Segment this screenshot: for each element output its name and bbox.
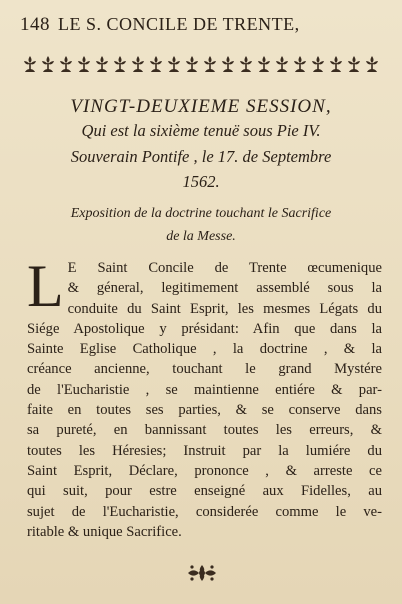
fleur-ornament-icon bbox=[346, 55, 362, 73]
fleur-ornament-icon bbox=[256, 55, 272, 73]
body-line: de l'Eucharistie , se maintienne entiére & par- bbox=[27, 381, 382, 398]
body-line: conduite du Saint Esprit, les mesmes Légats du bbox=[67, 300, 382, 317]
session-subtitle-line-1: Qui est la sixième tenuë sous Pie IV. bbox=[81, 121, 321, 140]
body-line: sujet de l'Eucharistie, considerée comme le ve- bbox=[27, 503, 382, 520]
session-title: VINGT-DEUXIEME SESSION, bbox=[70, 96, 332, 117]
fleur-ornament-icon bbox=[130, 55, 146, 73]
fleur-ornament-icon bbox=[310, 55, 326, 73]
body-paragraph bbox=[27, 253, 382, 542]
ornament-band bbox=[22, 54, 380, 74]
fleur-ornament-icon bbox=[40, 55, 56, 73]
fleur-ornament-icon bbox=[328, 55, 344, 73]
fleur-ornament-icon bbox=[166, 55, 182, 73]
fleur-ornament-icon bbox=[274, 55, 290, 73]
fleur-ornament-icon bbox=[58, 55, 74, 73]
body-line: Saint Esprit, Déclare, prononce , & arreste ce bbox=[27, 462, 382, 479]
running-title: LE S. CONCILE DE TRENTE, bbox=[58, 14, 300, 34]
session-subtitle-line-2: Souverain Pontife , le 17. de Septembre bbox=[70, 147, 332, 166]
body-line: faite en toutes ses parties, & se conserve dans bbox=[27, 402, 382, 419]
body-line: créance ancienne, touchant le grand Mystére bbox=[27, 361, 382, 378]
fleur-ornament-icon bbox=[94, 55, 110, 73]
fleur-ornament-icon bbox=[184, 55, 200, 73]
page-number: 148 bbox=[20, 14, 50, 35]
body-line: sa pureté, en bannissant toutes les erreurs, & bbox=[27, 422, 382, 439]
floral-tailpiece-icon bbox=[184, 563, 220, 583]
body-line: Sainte Eglise Catholique , la doctrine , & la bbox=[27, 341, 382, 358]
body-line: E Saint Concile de Trente œcumenique bbox=[67, 260, 382, 276]
fleur-ornament-icon bbox=[202, 55, 218, 73]
body-line: toutes les Héresies; Instruit par la lumiére du bbox=[27, 442, 382, 459]
fleur-ornament-icon bbox=[148, 55, 164, 73]
body-line: & géneral, legitimement assemblé sous la bbox=[67, 280, 382, 297]
exposition-heading-line-2: de la Messe. bbox=[166, 229, 236, 244]
running-header bbox=[20, 14, 382, 36]
drop-cap: L bbox=[27, 253, 64, 319]
fleur-ornament-icon bbox=[22, 55, 38, 73]
fleur-ornament-icon bbox=[76, 55, 92, 73]
body-line: Siége Apostolique y présidant: Afin que dans la bbox=[27, 320, 382, 337]
session-year: 1562. bbox=[182, 172, 220, 191]
fleur-ornament-icon bbox=[112, 55, 128, 73]
fleur-ornament-icon bbox=[292, 55, 308, 73]
fleur-ornament-icon bbox=[238, 55, 254, 73]
fleur-ornament-icon bbox=[220, 55, 236, 73]
exposition-heading-line-1: Exposition de la doctrine touchant le Sacrifice bbox=[70, 206, 332, 221]
body-line: ritable & unique Sacrifice. bbox=[27, 523, 182, 540]
body-line: qui suit, pour estre enseigné aux Fidelles, au bbox=[27, 483, 382, 500]
fleur-ornament-icon bbox=[364, 55, 380, 73]
